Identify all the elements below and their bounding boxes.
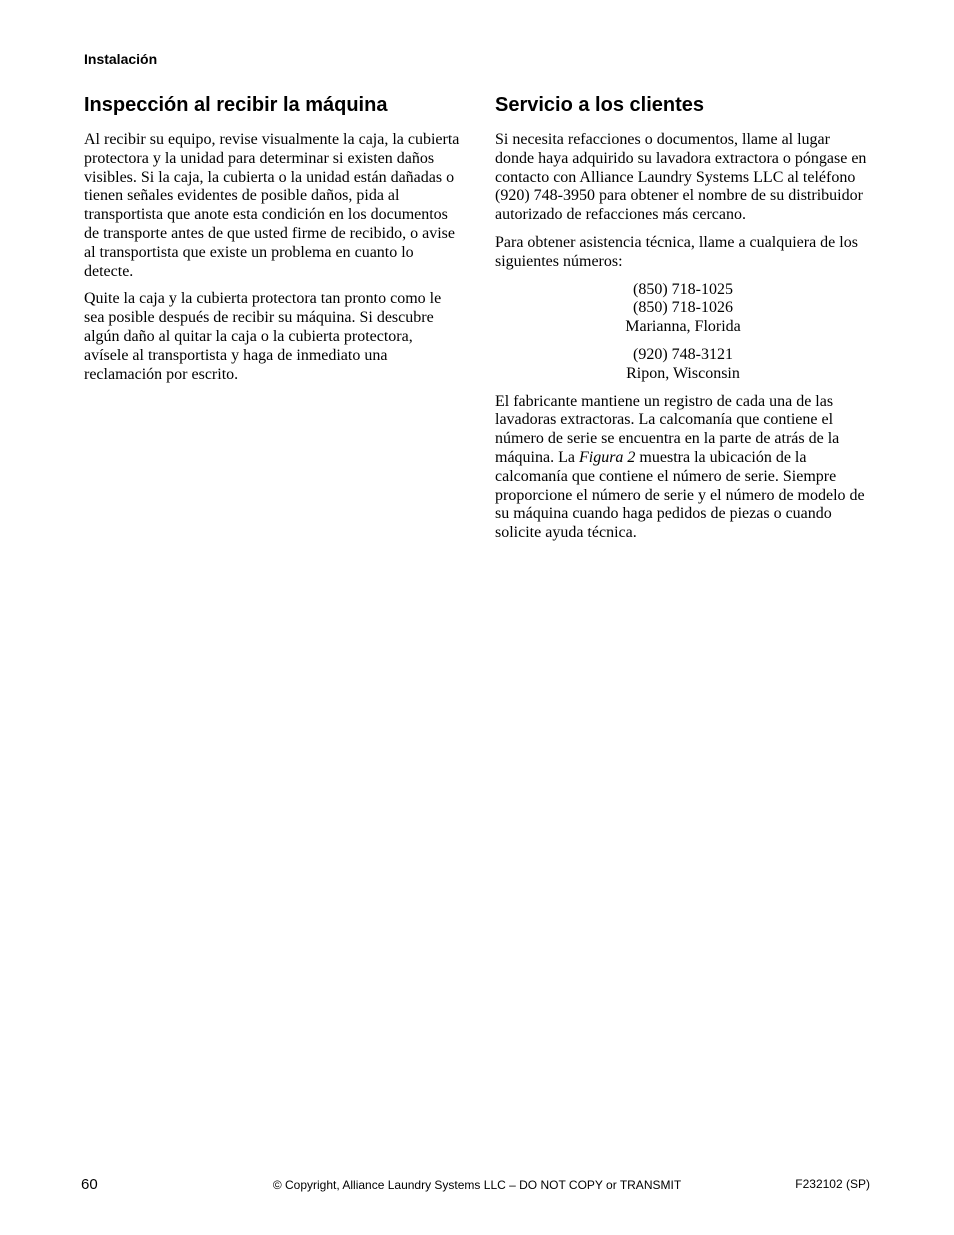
inspection-paragraph-2: Quite la caja y la cubierta protectora tan pronto como le sea posible después de recibir su máquina. Si descubre algún daño al quitar la caja o la cubierta protectora, avísele al transportista y haga de inmediato una reclamación por escrito. — [84, 290, 442, 383]
paragraph-text: muestra la ubicación de la calcomanía que contiene el número de serie. Siempre proporcione el número de serie y el número de modelo de su máquina cuando haga pedidos de piezas o cuando solicite ayuda técnica. — [495, 448, 865, 542]
contact-location: Marianna, Florida — [625, 318, 741, 336]
inspection-heading: Inspección al recibir la máquina — [84, 94, 388, 116]
contact-ripon — [495, 346, 871, 384]
contact-location: Ripon, Wisconsin — [626, 364, 740, 382]
inspection-column — [84, 92, 460, 393]
paragraph-text: El fabricante mantiene un registro de cada una de las lavadoras extractoras. La calcomanía que contiene el número de serie se encuentra en la parte de atrás de la máquina. La — [495, 392, 840, 466]
customer-service-column — [495, 92, 871, 552]
service-paragraph-1: Si necesita refacciones o documentos, llame al lugar donde haya adquirido su lavadora extractora o póngase en contacto con Alliance Laundry Systems LLC al teléfono (920) 748-3950 para obtener el nombre de su distribuidor autorizado de refacciones más cercano. — [495, 131, 867, 224]
section-label: Instalación — [84, 51, 158, 67]
phone-number: (850) 718-1026 — [633, 299, 733, 317]
service-paragraph-2: Para obtener asistencia técnica, llame a cualquiera de los siguientes números: — [495, 233, 858, 270]
contact-marianna — [495, 281, 871, 337]
customer-service-heading: Servicio a los clientes — [495, 94, 704, 116]
phone-number: (920) 748-3121 — [633, 345, 733, 363]
copyright-notice: © Copyright, Alliance Laundry Systems LLC – DO NOT COPY or TRANSMIT — [272, 1178, 682, 1192]
page-number: 60 — [81, 1176, 98, 1193]
inspection-paragraph-1: Al recibir su equipo, revise visualmente la caja, la cubierta protectora y la unidad para determinar si existen daños visibles. Si la caja, la cubierta o la unidad están dañadas o tienen señales evidentes de posible daños, pida al transportista que anote esta condición en los documentos de transporte antes de que usted firme de recibido, o avise al transportista que existe un problema en cuanto lo detecte. — [84, 131, 460, 280]
phone-number: (850) 718-1025 — [633, 280, 733, 298]
document-code: F232102 (SP) — [795, 1177, 870, 1191]
service-paragraph-3 — [495, 393, 871, 543]
figure-reference-link[interactable]: Figura 2 — [578, 448, 636, 466]
